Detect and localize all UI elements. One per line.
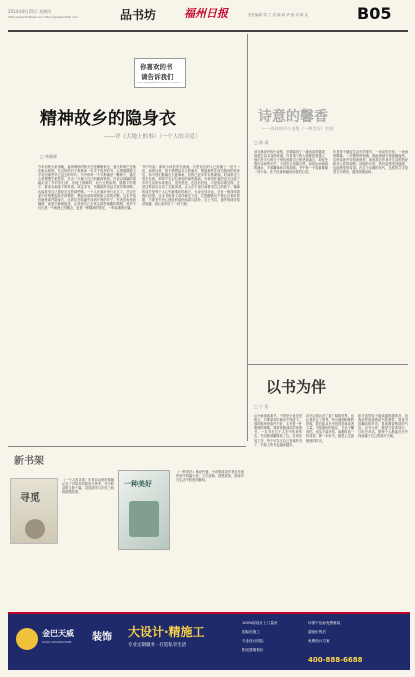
article1-subtitle: ——评《大地上的事》（一个人的寻觅） (104, 134, 201, 140)
corner-title: 你喜欢的书 (140, 63, 173, 71)
newbook-top-rule (8, 446, 246, 447)
ad-logo-sub: GOLD DECORATION (42, 640, 72, 644)
article1-column-1: 今年初秋天来得晚，福州城里的秋天总是姗姗来迟，夏天的尾巴还拖在街头巷尾。在这样的日子里捧读一本关于故乡的书，心情便随着文字走回那些早已远去的年代。书中的每一个字都像是一颗种子，落在心里慢慢生根发芽，长出一片属于自己的精神家园。作者以细腻的笔触记录了乡村的日常，田埂上的脚印，灶台边的炊烟，屋檐下的燕子，都成为他笔下的风景。读这本书，仿佛能听见远方故乡的呼唤，也能看见自己曾经走过的那些路。一个人在城市里行走久了，总会在某个时刻想起故乡的模样，想起母亲的唠叨和父亲的沉默。这本书恰恰就是那件隐身衣，让我们在喧嚣中找到片刻的安宁。作者没有刻意煽情，而是平静地叙述，让读者自己去体会那份深藏的情感。故乡不仅仅是一个地理上的概念，更是一种精神的寄托，一种灵魂的归属。 (38, 165, 136, 210)
masthead-web: http://www.fzdbqw.com http://epaper.fzdb.com (8, 15, 79, 19)
book-cover-1-title: 寻觅 (20, 493, 40, 504)
article2-column-1: 读完林爱玲的小说集，仿佛闻到了一缕淡淡的馨香，那是生活本身的味道。作者笔下的人物都是普通人，他们在平凡的日子里经营着自己的悲欢离合，却处处透出诗意的光芒。小说语言清新自然，如同山间流淌的溪水，不事雕琢却自有韵味。书中每一个故事都像一首小诗，在不经意间触动读者的心弦。 (254, 150, 328, 175)
paper-logo: 福州日报 (184, 7, 228, 20)
page-number: B05 (357, 4, 392, 23)
book-cover-1-figure (25, 519, 45, 539)
masthead-rule (8, 30, 408, 32)
ad-logo-brand: 金巴天威 (42, 629, 74, 638)
ad-feature-7: 阳光透明报价 (242, 648, 264, 652)
ad-feature-6: 免费设计方案 (308, 639, 330, 643)
masthead-date: 2014年8月25日 星期四 (8, 9, 52, 14)
corner-sub: 请告诉我们 (141, 73, 174, 81)
article2-column-2: 作者善于捕捉生活中的细节，一朵花的开放，一场雨的降落，一次偶然的相遇，都能被她写得意趣盎然。这种诗意并非刻意营造，而是源自作者对生活的热爱和对人性的洞察。读她的小说，我们能感受到温暖，也能感受到希望。在这个浮躁的年代，这样的文字显得尤为珍贵，值得细细品味。 (333, 150, 408, 175)
article3-column-1: 从小就喜欢看书，不管是小说还是散文，只要拿到手就舍不得放下。那时候家里条件不好，买书是一件奢侈的事情。我常常跑到同学家借书，一本书在几个人手中传来传去，书页都被翻得卷了边。后来参加工作，终于可以买自己喜欢的书了，书架上的书也越来越多。 (254, 414, 302, 447)
ad-feature-1: 100%原设计上门量房 (242, 621, 278, 625)
ad-slogan: 大设计·精施工 (128, 625, 205, 639)
article1-title: 精神故乡的隐身衣 (40, 109, 176, 129)
ad-feature-2: 环保不达标免费重装 (308, 621, 341, 625)
ad-feature-5: 专业设计团队 (242, 639, 264, 643)
newbook-label: 新书架 (14, 456, 44, 467)
article2-byline: □ 林 清 (254, 140, 269, 145)
masthead (0, 0, 415, 30)
column-divider (247, 34, 248, 441)
article2-subtitle: ——读林爱玲小说集《一种美好》有感 (262, 126, 334, 131)
article3-column-3: 如今虽然电子阅读越来越普及，但我依然喜欢纸质书的感觉，喜欢书页翻动的声音，喜欢墨香萦绕的气息。以书为伴，便是与智者同行，与时光对话。愿每个人都能在书中找到属于自己的那片天地。 (358, 414, 408, 439)
ad-tag: 装饰 (92, 632, 112, 643)
ad-phone[interactable]: 400-888-6688 (308, 656, 363, 664)
book-desc-2: 《一种美好》林爱玲著，小说集收录作者近年创作的中短篇小说，文字清新，情感真挚，展现平凡生活中的美好瞬间。 (176, 470, 244, 483)
book-cover-2 (118, 470, 170, 550)
ad-feature-3: 国标化施工 (242, 630, 260, 634)
ad-feature-4: 超低价售后 (308, 630, 326, 634)
book-cover-2-art (129, 501, 159, 537)
corner-box (134, 58, 186, 88)
book-cover-2-title: 一种美好 (124, 480, 152, 488)
book-desc-1: 《一个人的寻觅》作者以诗意的笔触记录了对故乡的眷恋与思考，书中收录散文数十篇，讲述城市与乡村之间的情感故事。 (62, 478, 114, 495)
article1-column-2: 书中写道：那条小河依旧在流淌，只是河边的人已经换了一茬又一茬。读到这里，我不禁想起自己的童年，想起那些在河边嬉戏的伙伴们。如今他们散落在天涯海角，有的已经多年未曾谋面。时间带走了很多东西，却带不走记忆深处的那些画面。作者用朴素的语言还原了乡村生活的本来面目，没有美化，也没有贬低，只是如实地呈现。正是这种真实打动了无数读者，让人在字里行间看见自己的影子。精神的故乡是每个人心中最柔软的地方，无论走得多远，总有一根线牵着我们回望。这本书的意义或许就在于此，它提醒我们不要忘记来时的路，不要丢失内心深处的那份纯真与质朴。合上书页，窗外的城市依旧喧嚣，而心里却多了一份宁静。 (142, 165, 240, 206)
editor-line: 责任编辑 郑 兰 美 编 林 华 校 对 陈 克 (248, 13, 309, 17)
book-cover-1 (10, 478, 58, 544)
article1-byline: □ 林戴峰 (40, 154, 58, 159)
section-divider (248, 364, 408, 365)
article3-title: 以书为伴 (266, 378, 327, 396)
corner-tiny: 品书坊 xxxx@fzdb.com 品书坊会等待您的来信 (137, 82, 181, 84)
section-title: 品书坊 (120, 8, 157, 22)
ad-logo-mark (16, 628, 38, 650)
ad-banner[interactable] (8, 612, 410, 670)
article3-column-2: 读书让我认识了更广阔的世界，也让我学会了思考。每当遇到困难的时候，我总能从书中找到答案或者力量。书是最好的朋友，它从不嫌弃你，也从不离开你。闲暇时泡一杯清茶，捧一本好书，便是人生最惬意的时光。 (306, 414, 354, 443)
article3-byline: □ 于 雷 (254, 404, 269, 409)
article2-title: 诗意的馨香 (258, 109, 328, 125)
ad-slogan-sub: 专业定制服务 · 打造私享生活 (128, 643, 187, 648)
